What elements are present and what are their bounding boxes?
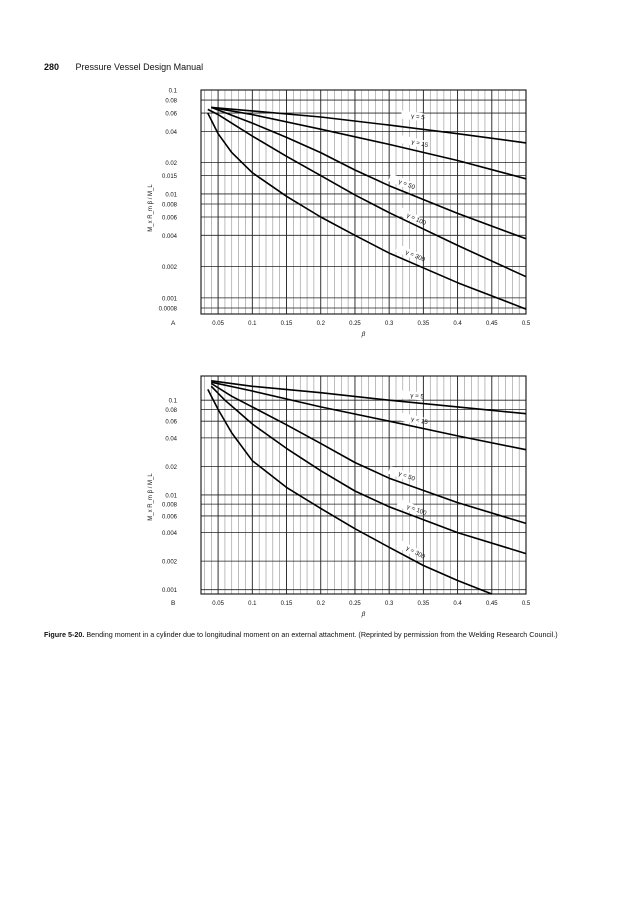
- plot-frame: [201, 90, 526, 314]
- y-tick-label: 0.02: [165, 464, 177, 471]
- y-tick-label: 0.1: [168, 398, 177, 405]
- x-tick-label: 0.45: [485, 601, 498, 607]
- x-tick-label: 0.5: [521, 321, 531, 327]
- series-label: γ = 100: [405, 503, 428, 518]
- figure-label: Figure 5-20.: [44, 630, 85, 639]
- series-label: γ = 50: [397, 470, 416, 483]
- chart-b: [0, 372, 633, 627]
- series-label: γ = 100: [405, 211, 428, 228]
- y-tick-label: 0.06: [165, 111, 177, 118]
- series-label: γ = 15: [410, 138, 429, 150]
- y-tick-label: 0.004: [161, 531, 177, 538]
- series-label: γ = 5: [410, 112, 426, 122]
- figure-caption-text: Bending moment in a cylinder due to longitudinal moment on an external attachment. (Reprinted by permission from the Welding Research Council.): [86, 630, 558, 639]
- y-tick-label: 0.02: [165, 161, 177, 168]
- x-axis-label: β: [361, 331, 366, 338]
- series-label: γ = 300: [404, 248, 427, 264]
- x-tick-label: 0.1: [248, 601, 257, 607]
- x-tick-label: 0.2: [316, 601, 325, 607]
- x-tick-label: 0.3: [384, 601, 394, 607]
- y-tick-label: 0.015: [161, 174, 177, 181]
- x-tick-label: 0.35: [417, 601, 430, 607]
- x-tick-label: 0.05: [212, 321, 224, 327]
- y-tick-label: 0.08: [165, 98, 177, 105]
- y-tick-label: 0.006: [161, 514, 177, 521]
- y-tick-label: 0.01: [165, 493, 177, 500]
- x-tick-label: 0.5: [521, 601, 531, 607]
- x-tick-label: 0.05: [212, 601, 224, 607]
- series-label: γ = 5: [409, 392, 425, 401]
- y-tick-label: 0.01: [165, 192, 177, 199]
- series-label: γ = 15: [410, 415, 429, 427]
- x-tick-label: 0.2: [316, 321, 325, 327]
- y-tick-label: 0.0008: [158, 306, 177, 313]
- series-label: γ = 50: [397, 178, 416, 192]
- x-tick-label: 0.4: [453, 321, 462, 327]
- y-tick-label: 0.001: [161, 296, 177, 303]
- book-title: Pressure Vessel Design Manual: [75, 62, 204, 72]
- figure-caption: [44, 630, 604, 640]
- y-tick-label: 0.04: [165, 436, 177, 443]
- y-tick-label: 0.002: [161, 559, 177, 566]
- y-axis-label: M_x R_m β / M_L: [148, 473, 154, 521]
- page-number: 280: [44, 62, 60, 72]
- y-tick-label: 0.004: [161, 233, 177, 240]
- page-header: [44, 62, 203, 72]
- panel-label: A: [171, 320, 176, 327]
- series-label: γ = 300: [404, 544, 427, 561]
- y-tick-label: 0.002: [161, 265, 177, 272]
- x-tick-label: 0.25: [349, 321, 361, 327]
- x-tick-label: 0.4: [453, 601, 462, 607]
- x-axis-label: β: [361, 611, 366, 618]
- y-tick-label: 0.006: [161, 215, 177, 222]
- x-tick-label: 0.3: [384, 321, 394, 327]
- y-tick-label: 0.06: [165, 419, 177, 426]
- x-tick-label: 0.1: [248, 321, 257, 327]
- y-tick-label: 0.008: [161, 502, 177, 509]
- y-axis-label: M_x R_m β / M_L: [148, 184, 154, 232]
- y-tick-label: 0.008: [161, 202, 177, 209]
- chart-a: [0, 86, 633, 366]
- x-tick-label: 0.15: [280, 601, 293, 607]
- x-tick-label: 0.25: [349, 601, 361, 607]
- x-tick-label: 0.45: [485, 321, 498, 327]
- y-tick-label: 0.001: [161, 588, 177, 595]
- panel-label: B: [171, 600, 176, 607]
- series-line: [208, 389, 492, 594]
- y-tick-label: 0.08: [165, 407, 177, 414]
- x-tick-label: 0.35: [417, 321, 430, 327]
- y-tick-label: 0.1: [168, 88, 177, 95]
- x-tick-label: 0.15: [280, 321, 293, 327]
- y-tick-label: 0.04: [165, 129, 177, 136]
